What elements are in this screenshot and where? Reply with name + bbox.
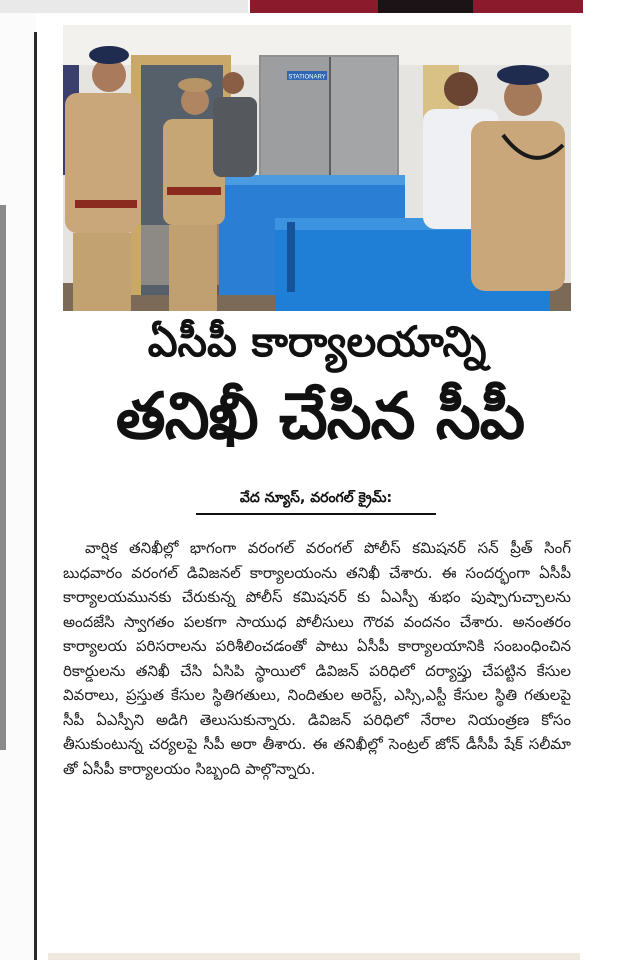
top-strip-red-right — [473, 0, 583, 13]
top-strip-red — [250, 0, 378, 13]
byline: వేద న్యూస్, వరంగల్ క్రైమ్: — [196, 487, 436, 515]
headline-line-1: ఏసీపీ కార్యాలయాన్ని — [147, 317, 487, 366]
cabinet-label: STATIONARY — [288, 74, 326, 81]
column-divider — [34, 32, 37, 960]
adjacent-clipping-edge — [0, 205, 6, 750]
article-paragraph: వార్షిక తనిఖీల్లో భాగంగా వరంగల్ వరంగల్ పోలీస్ కమిషనర్ సన్ ప్రీత్ సింగ్ బుధవారం వరంగల్ డివిజనల్ కార్యాలయంను తనిఖీ చేశారు. ఈ సందర్భంగా ఏసీపీ కార్యాలయమునకు చేరుకున్న పోలీస్ కమిషనర్ కు ఏఎస్పీ శుభం పుష్పాగుచ్చాలను అందజేసి స్వాగతం పలకగా సాయుధ పోలీసులు గౌరవ వందనం చేశారు. అనంతరం కార్యాలయ పరిసరాలను పరిశీలించడంతో పాటు ఏసీపీ కార్యాలయానికి సంబంధించిన రికార్డులను తనిఖీ చేసి ఏసిపి స్థాయిలో డివిజన్ పరిధిలో దర్యాప్తు చేపట్టిన కేసుల వివరాలు, ప్రస్తుత కేసుల స్థితిగతులు, నిందితుల అరెస్ట్, ఎస్సి,ఎస్టీ కేసుల స్థితి గతులపై సీపీ ఏఎస్పీని అడిగి తెలుసుకున్నారు. డివిజన్ పరిధిలో నేరాల నియంత్రణ కోసం తీసుకుంటున్న చర్యలపై సీపీ అరా తీశారు. ఈ తనిఖీల్లో సెంట్రల్ జోన్ డీసీపీ షేక్ సలీమా తో ఏసీపీ కార్యాలయం సిబ్బంది పాల్గొన్నారు. — [63, 539, 571, 778]
footer-strip — [48, 953, 580, 960]
article-body — [63, 536, 571, 781]
top-strip-dark — [378, 0, 473, 13]
headline-line-2: తనిఖీ చేసిన సీపీ — [115, 380, 525, 454]
news-photo — [63, 25, 571, 311]
top-strip-gray — [0, 0, 248, 13]
